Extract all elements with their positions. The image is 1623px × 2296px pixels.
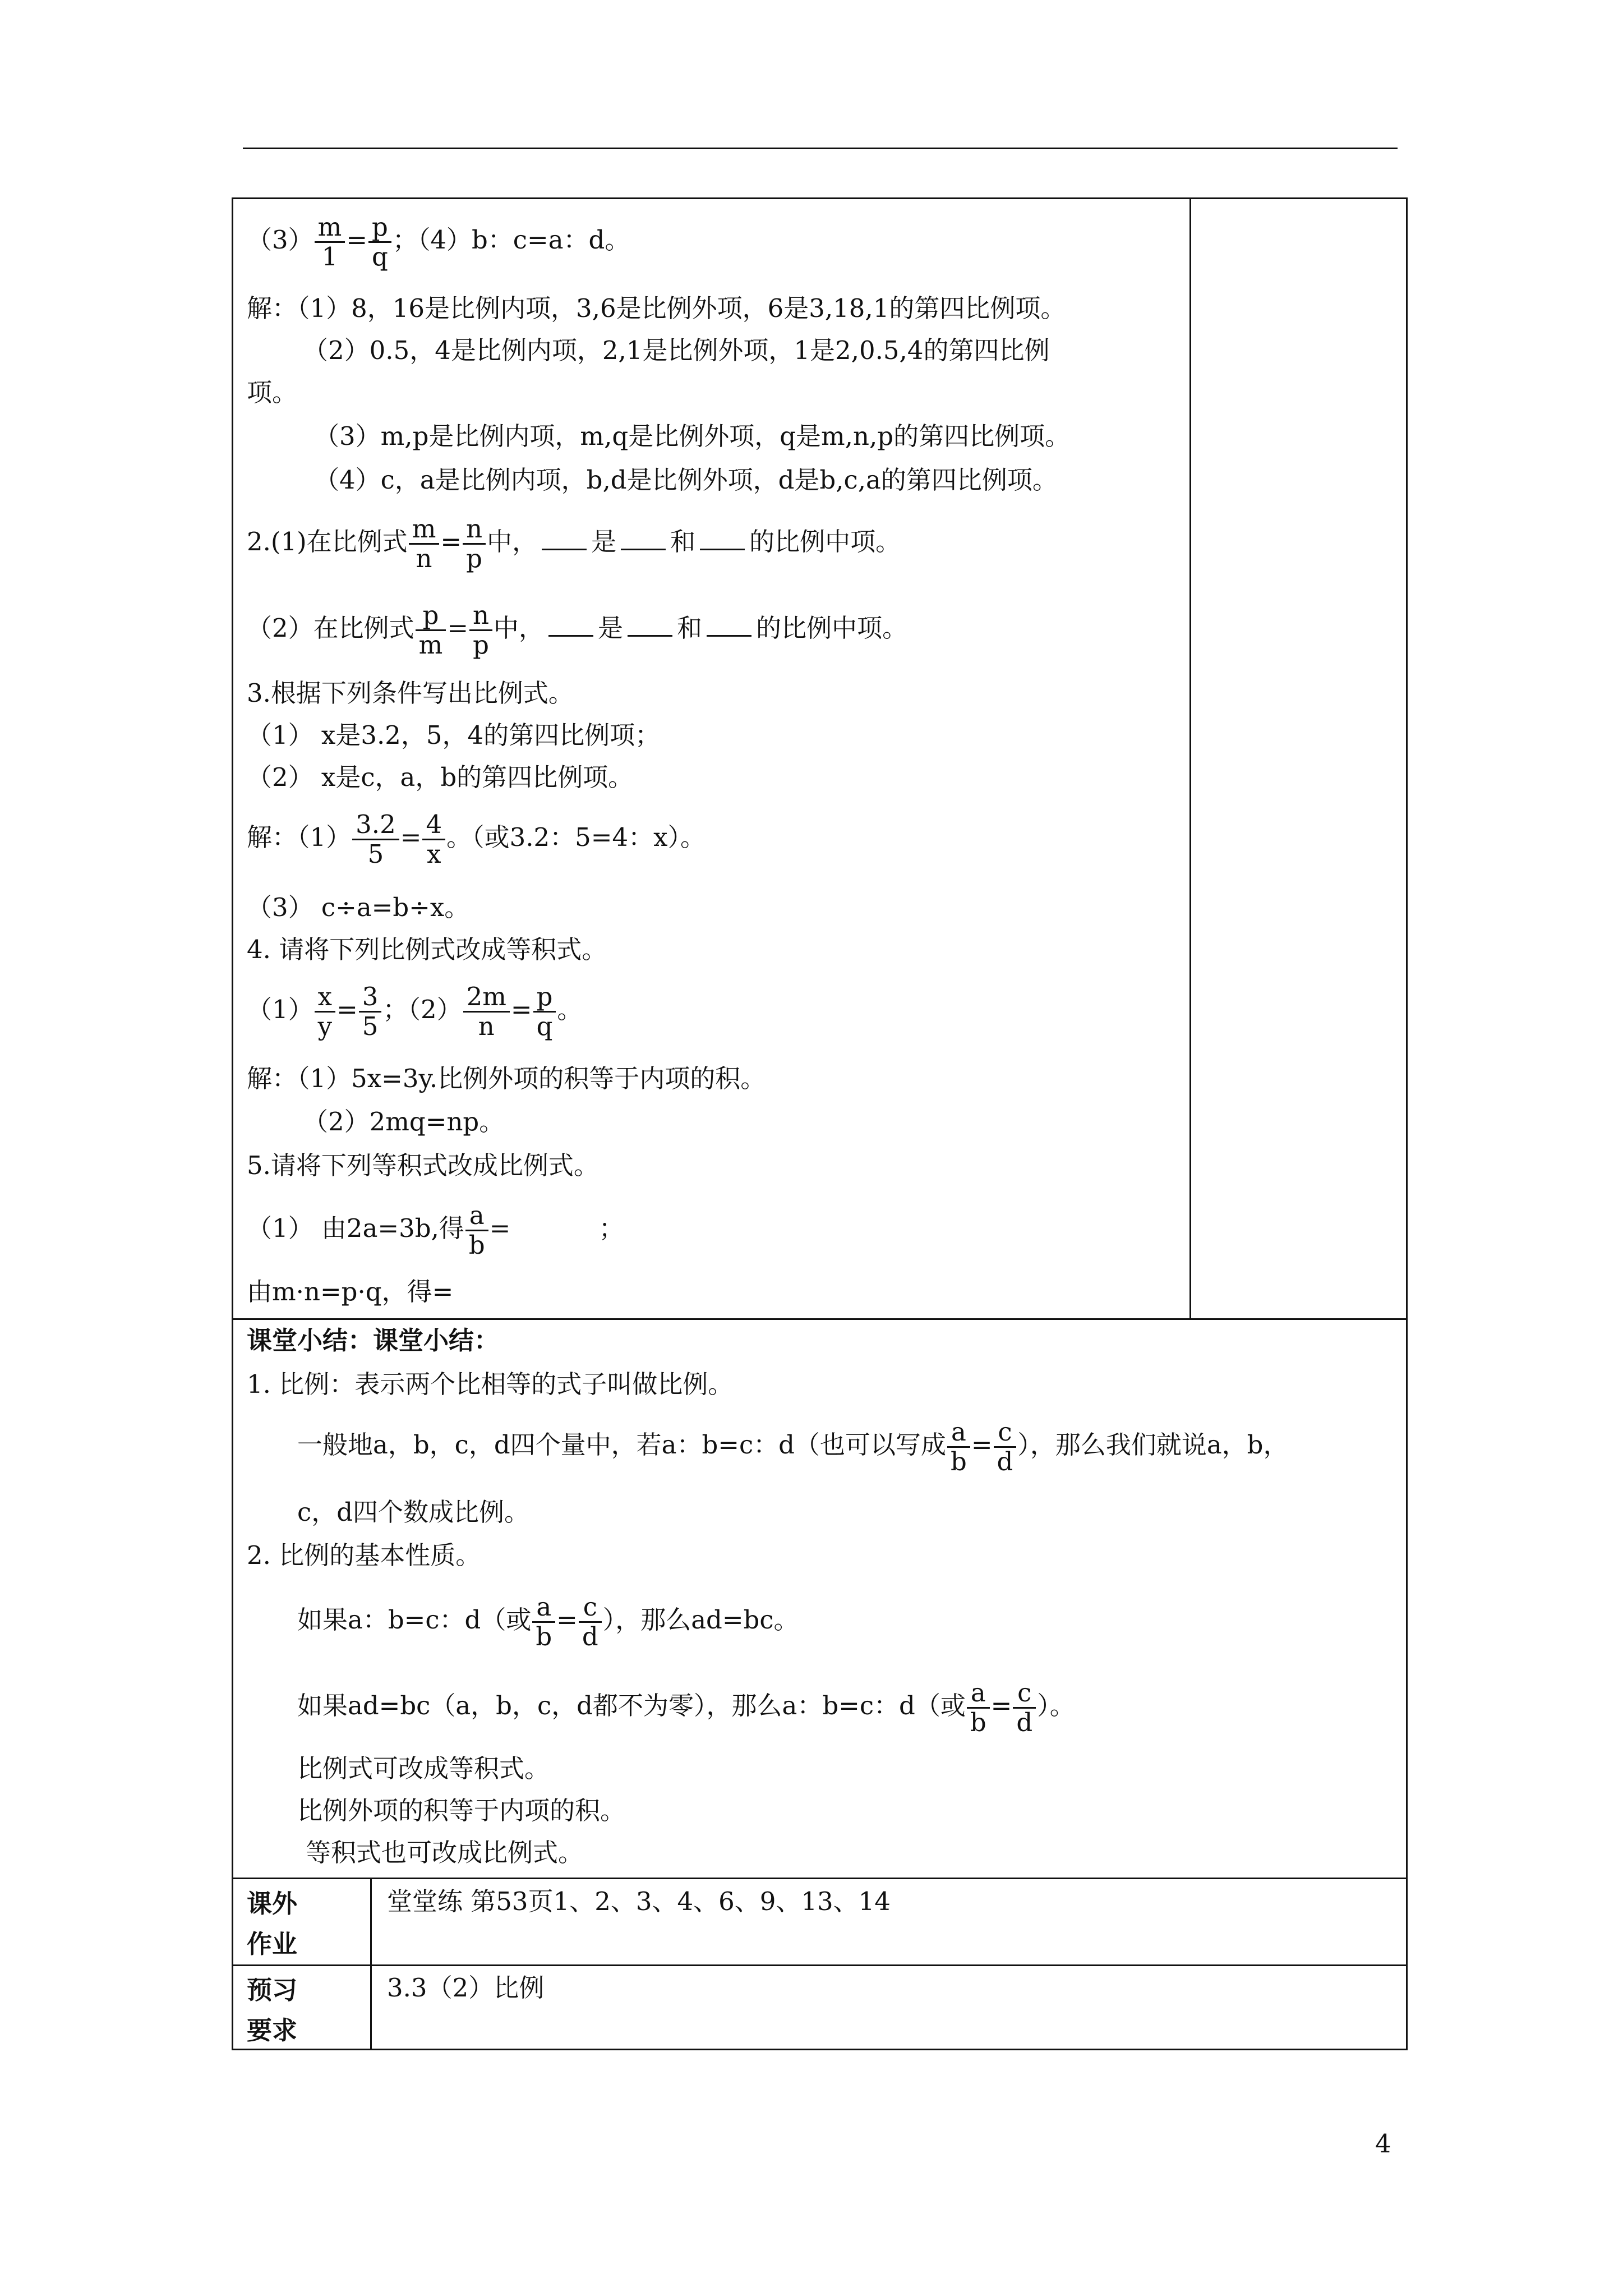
fraction: $\frac{c}{d}$	[994, 1418, 1017, 1476]
table-column-divider	[1189, 197, 1191, 1319]
solution-line-2-cont: 项。	[247, 378, 298, 407]
question-2-2: （2）在比例式 $\frac{p}{m}$ = $\frac{n}{p}$ 中， 是 和 的比例中项。	[247, 600, 908, 660]
summary-point-1: 1. 比例：表示两个比相等的式子叫做比例。	[247, 1369, 734, 1399]
homework-label: 课外 作业	[247, 1889, 298, 1959]
question-3-1: （1） x是3.2，5，4的第四比例项；	[247, 720, 661, 750]
fraction: $\frac{a}{b}$	[947, 1418, 970, 1476]
question-3: 3.根据下列条件写出比例式。	[247, 678, 574, 708]
preview-content: 3.3（2）比例	[387, 1973, 545, 2003]
question-5: 5.请将下列等积式改成比例式。	[247, 1151, 599, 1180]
fraction: $\frac{3.2}{5}$	[352, 811, 399, 868]
fraction: $\frac{4}{x}$	[422, 811, 445, 868]
fraction: $\frac{n}{p}$	[463, 515, 486, 573]
answer-blank	[700, 526, 745, 550]
table-border-right	[1406, 197, 1408, 2050]
fraction: $\frac{c}{d}$	[1013, 1679, 1036, 1737]
fraction: $\frac{a}{b}$	[967, 1679, 990, 1737]
fraction: $\frac{m}{n}$	[409, 515, 440, 573]
table-label-divider	[370, 1878, 372, 2049]
solution-line-4: （4）c，a是比例内项，b,d是比例外项，d是b,c,a的第四比例项。	[314, 465, 1058, 495]
fraction: $\frac{x}{y}$	[315, 983, 335, 1041]
header-rule	[243, 148, 1398, 149]
table-row-divider-3	[232, 1964, 1408, 1966]
summary-note-3: 等积式也可改成比例式。	[306, 1838, 584, 1867]
summary-title: 课堂小结：课堂小结：	[247, 1326, 500, 1355]
answer-blank	[621, 526, 666, 550]
summary-note-1: 比例式可改成等积式。	[297, 1754, 550, 1783]
table-row-divider-1	[232, 1318, 1408, 1320]
question-5-1: （1） 由2a=3b,得 $\frac{a}{b}$ = ；	[247, 1200, 624, 1260]
summary-point-2: 2. 比例的基本性质。	[247, 1540, 481, 1570]
question-4: 4. 请将下列比例式改成等积式。	[247, 935, 607, 964]
summary-property-2: 如果ad=bc（a，b，c，d都不为零），那么a：b=c：d（或 $\frac{a}{b}$ = $\frac{c}{d}$ ）。	[297, 1678, 1075, 1737]
question-4-solution-1: 解：（1）5x=3y.比例外项的积等于内项的积。	[247, 1064, 766, 1093]
table-border-bottom	[232, 2049, 1408, 2050]
fraction: $\frac{n}{p}$	[469, 601, 492, 659]
answer-blank	[707, 613, 751, 637]
exercise-line-1: （3） $\frac{m}{1}$ = $\frac{p}{q}$ ；（4）b：c=a：d。	[247, 212, 630, 272]
question-2-1: 2.(1)在比例式 $\frac{m}{n}$ = $\frac{n}{p}$ 中， 是 和 的比例中项。	[247, 514, 901, 573]
question-3-2: （2） x是c，a，b的第四比例项。	[247, 762, 634, 792]
question-3-solution-2: （3） c÷a=b÷x。	[247, 892, 470, 922]
page-number: 4	[1375, 2129, 1391, 2159]
table-border-top	[232, 197, 1408, 199]
fraction: $\frac{m}{1}$	[315, 213, 345, 271]
solution-line-1: 解：（1）8，16是比例内项，3,6是比例外项，6是3,18,1的第四比例项。	[247, 293, 1066, 323]
table-border-left	[232, 197, 233, 2050]
homework-content: 堂堂练 第53页1、2、3、4、6、9、13、14	[387, 1887, 891, 1916]
answer-blank	[628, 613, 672, 637]
table-row-divider-2	[232, 1878, 1408, 1879]
solution-line-3: （3）m,p是比例内项，m,q是比例外项，q是m,n,p的第四比例项。	[314, 421, 1071, 451]
solution-line-2: （2）0.5，4是比例内项，2,1是比例外项，1是2,0.5,4的第四比例	[303, 335, 1050, 365]
question-5-2: 由m·n=p·q，得=	[247, 1277, 454, 1306]
preview-label: 预习 要求	[247, 1975, 298, 2045]
fraction: $\frac{2m}{n}$	[463, 983, 510, 1041]
summary-note-2: 比例外项的积等于内项的积。	[297, 1796, 626, 1825]
fraction: $\frac{3}{5}$	[359, 983, 382, 1041]
fraction: $\frac{p}{q}$	[533, 983, 556, 1041]
fraction: $\frac{a}{b}$	[465, 1202, 488, 1259]
summary-point-1-cont: c，d四个数成比例。	[297, 1497, 530, 1527]
fraction: $\frac{p}{q}$	[368, 213, 391, 271]
question-4-items: （1） $\frac{x}{y}$ = $\frac{3}{5}$ ；（2） $\frac{2m}{n}$ = $\frac{p}{q}$ 。	[247, 982, 583, 1041]
fraction: $\frac{c}{d}$	[579, 1593, 602, 1651]
summary-property-1: 如果a：b=c：d（或 $\frac{a}{b}$ = $\frac{c}{d}$ ），那么ad=bc。	[297, 1592, 799, 1651]
answer-blank	[542, 526, 587, 550]
answer-blank	[548, 613, 593, 637]
fraction: $\frac{p}{m}$	[416, 601, 446, 659]
fraction: $\frac{a}{b}$	[532, 1593, 555, 1651]
question-4-solution-2: （2）2mq=np。	[303, 1107, 505, 1137]
summary-point-1-detail: 一般地a，b，c，d四个量中，若a：b=c：d（也可以写成 $\frac{a}{b}$ = $\frac{c}{d}$ ），那么我们就说a，b，	[297, 1417, 1289, 1476]
question-3-solution: 解：（1） $\frac{3.2}{5}$ = $\frac{4}{x}$ 。（或3.2：5=4：x）。	[247, 809, 706, 869]
